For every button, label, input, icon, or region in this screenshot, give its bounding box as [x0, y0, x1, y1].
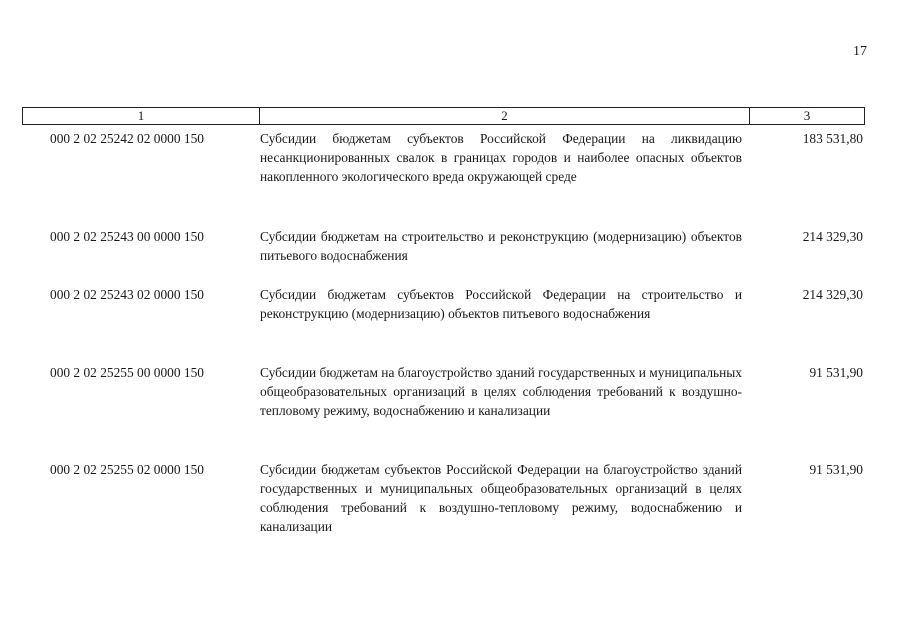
budget-code: 000 2 02 25243 00 0000 150 — [50, 229, 204, 244]
row-description: Субсидии бюджетам субъектов Российской Федерации на строительство и реконструкцию (модернизацию) объектов питьевого водоснабжения — [260, 287, 742, 321]
row-description: Субсидии бюджетам на благоустройство зданий государственных и муниципальных общеобразовательных организаций в целях соблюдения требований к воздушно-тепловому режиму, водоснабжению и канализации — [260, 365, 742, 418]
budget-code: 000 2 02 25243 02 0000 150 — [50, 287, 204, 302]
table-header — [22, 107, 865, 125]
page-number: 17 — [853, 44, 867, 59]
row-amount: 91 531,90 — [809, 462, 863, 477]
header-col-3: 3 — [803, 108, 811, 123]
row-amount: 214 329,30 — [802, 229, 863, 244]
header-col-2: 2 — [260, 108, 750, 124]
row-amount: 214 329,30 — [802, 287, 863, 302]
row-amount: 91 531,90 — [809, 365, 863, 380]
budget-code: 000 2 02 25255 00 0000 150 — [50, 365, 204, 380]
row-description: Субсидии бюджетам на строительство и реконструкцию (модернизацию) объектов питьевого водоснабжения — [260, 229, 742, 263]
row-description: Субсидии бюджетам субъектов Российской Федерации на ликвидацию несанкционированных свалок в границах городов и наиболее опасных объектов накопленного экологического вреда окружающей среде — [260, 131, 742, 184]
row-amount: 183 531,80 — [802, 131, 863, 146]
budget-code: 000 2 02 25242 02 0000 150 — [50, 131, 204, 146]
header-col-1: 1 — [23, 108, 260, 124]
row-description: Субсидии бюджетам субъектов Российской Федерации на благоустройство зданий государственных и муниципальных общеобразовательных организаций в целях соблюдения требований к воздушно-тепловому режиму, водоснабжению и канализации — [260, 462, 742, 534]
budget-code: 000 2 02 25255 02 0000 150 — [50, 462, 204, 477]
